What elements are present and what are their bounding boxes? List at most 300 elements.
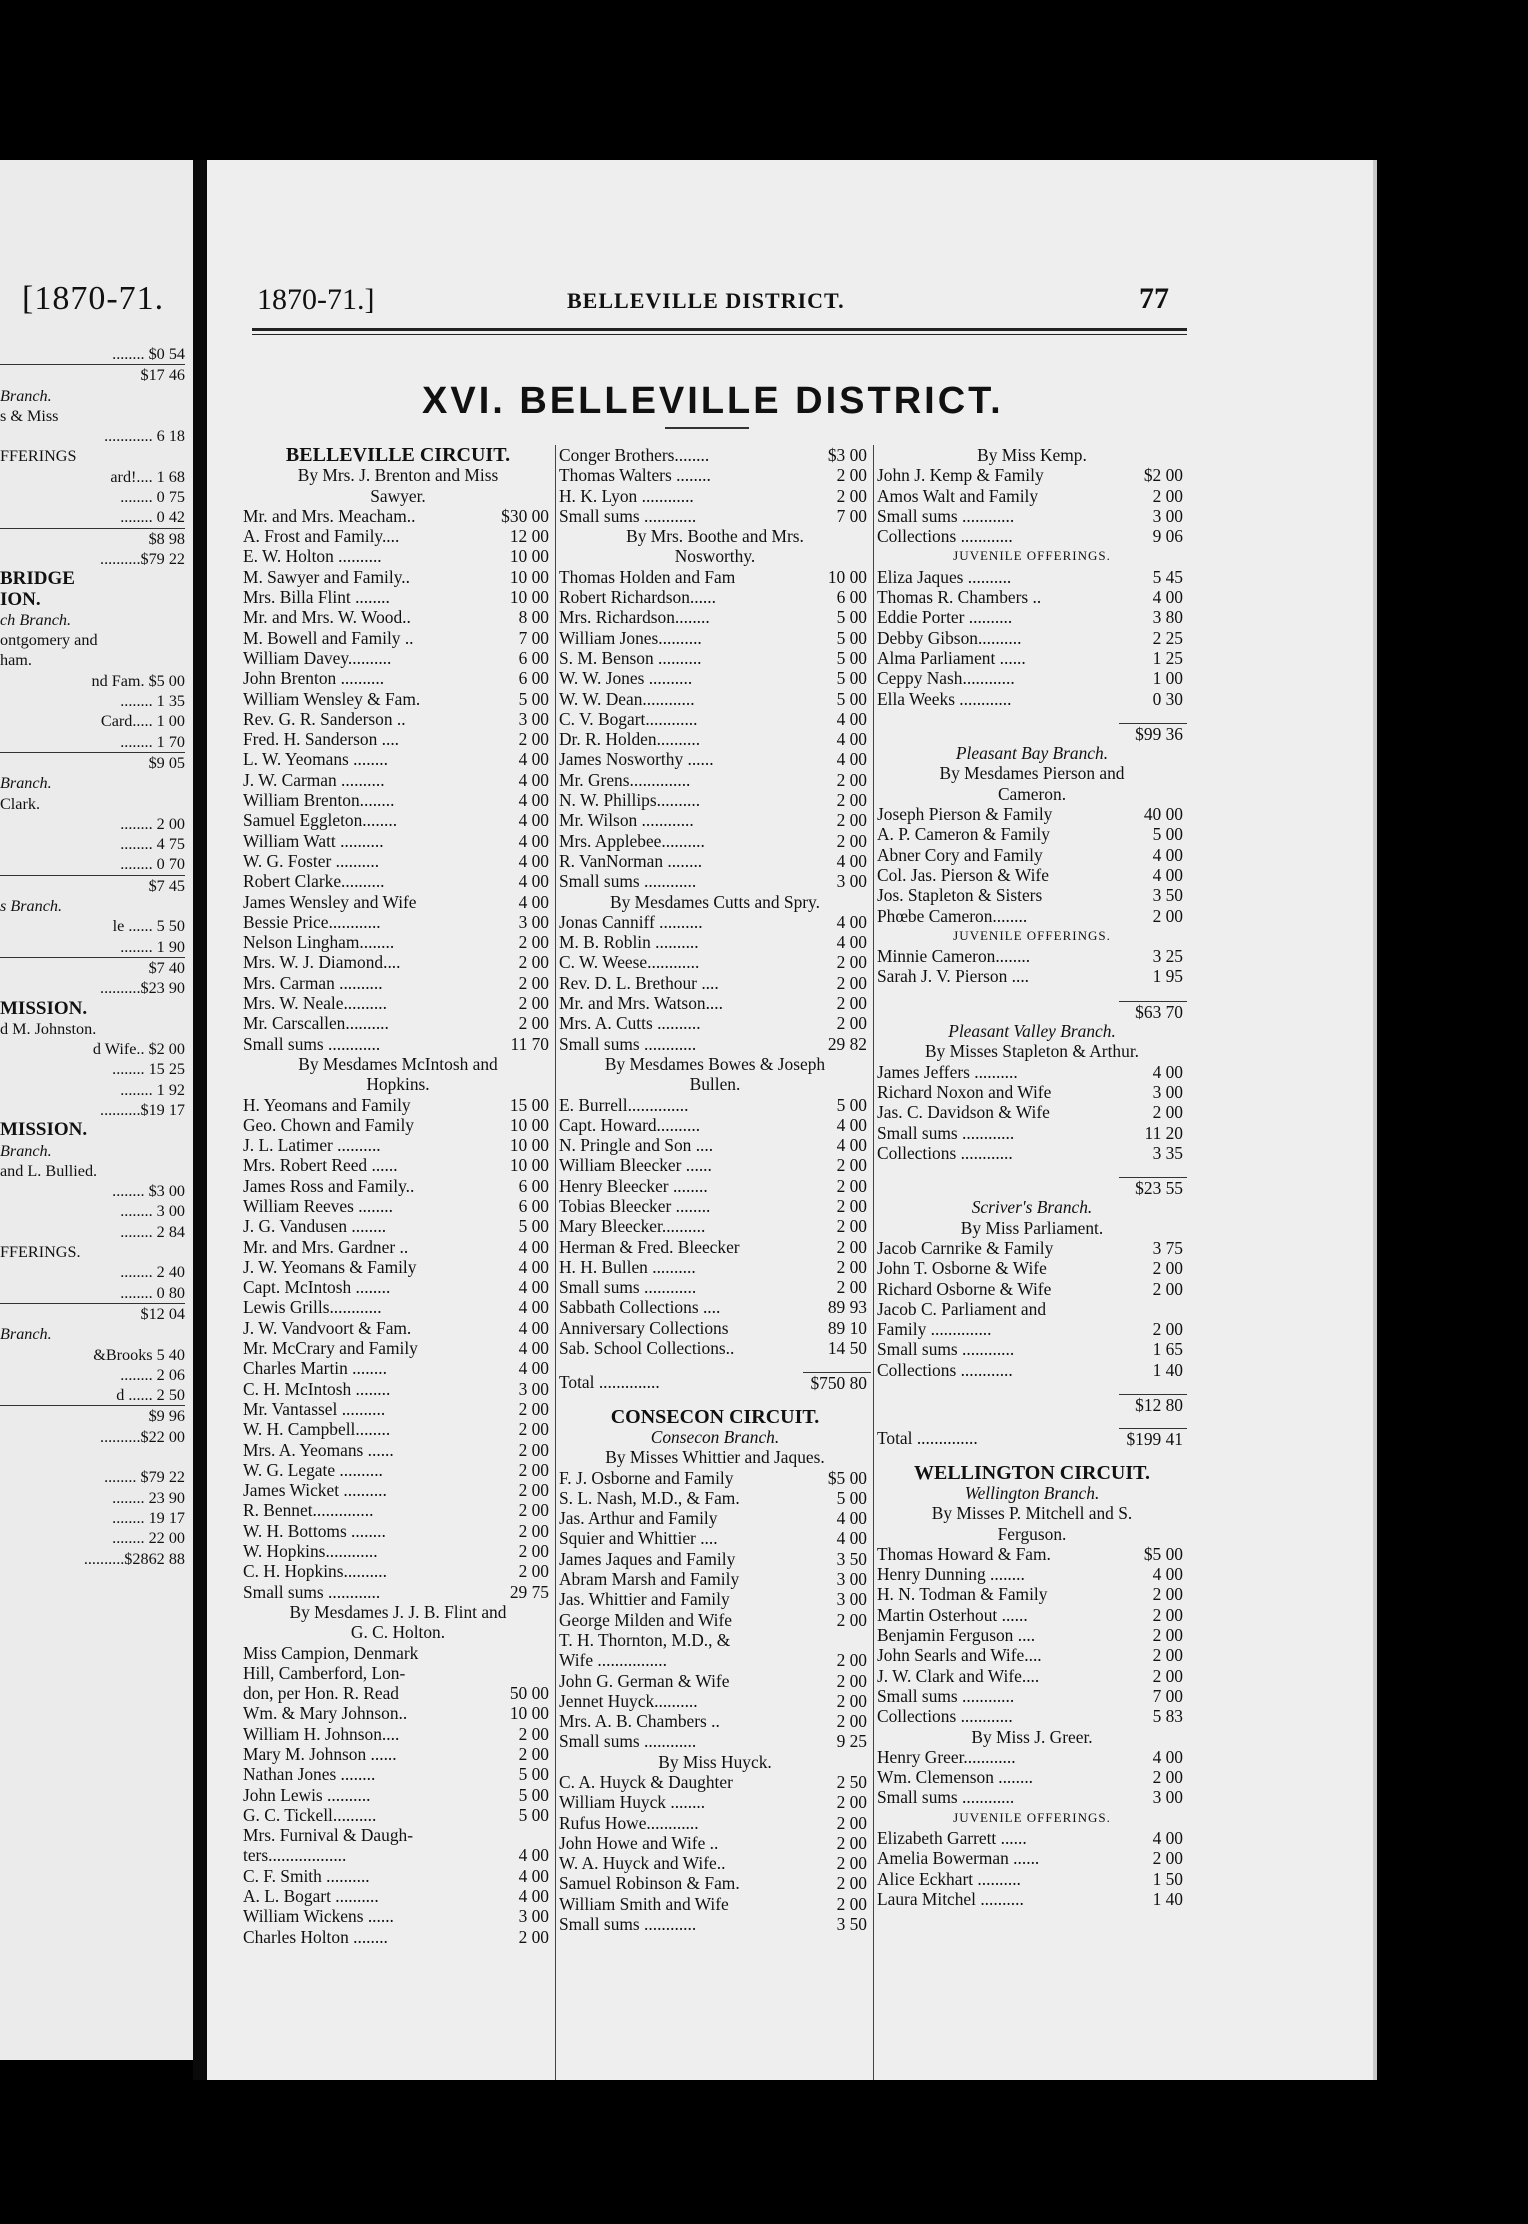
contributor-name: Benjamin Ferguson .... [877, 1625, 1036, 1646]
amount: 7 00 [836, 505, 867, 526]
left-page-line: ........ 3 00 [120, 1202, 185, 1221]
contribution-row [559, 1338, 871, 1358]
header-rule-thin [252, 334, 1187, 335]
contribution-row [559, 749, 871, 769]
total-row [877, 1001, 1187, 1021]
contributor-name: James Wicket .......... [243, 1480, 387, 1501]
contributor-name: James Nosworthy ...... [559, 749, 714, 770]
amount: 5 00 [518, 1764, 549, 1785]
contributor-name: William Wensley & Fam. [243, 688, 421, 709]
left-page-line: $12 04 [0, 1303, 185, 1324]
contributor-name: William Brenton........ [243, 790, 395, 811]
contribution-row [559, 810, 871, 830]
contributor-name: Jas. Arthur and Family [559, 1508, 718, 1529]
contributor-name: C. A. Huyck & Daughter [559, 1772, 733, 1792]
amount: 3 00 [518, 1906, 549, 1927]
contributor-name: Small sums ............ [559, 1914, 697, 1935]
amount: 89 93 [827, 1297, 867, 1318]
amount: 10 00 [509, 1703, 549, 1724]
contribution-row [877, 1299, 1187, 1319]
contributor-name: Small sums ............ [877, 1339, 1015, 1360]
amount: 2 00 [518, 1926, 549, 1947]
contributor-name: Jas. Whittier and Family [559, 1589, 730, 1610]
amount: 2 00 [836, 952, 867, 973]
amount: 4 00 [1152, 864, 1183, 885]
amount: 2 00 [836, 465, 867, 486]
contributor-name: Thomas R. Chambers .. [877, 587, 1042, 608]
contributor-name: Mr. Grens.............. [559, 769, 691, 790]
amount: 2 00 [518, 1561, 549, 1582]
contributor-name: John Searls and Wife.... [877, 1645, 1042, 1666]
amount: $63 70 [1119, 1001, 1187, 1021]
contribution-row [877, 1102, 1187, 1122]
contributor-name: Amos Walt and Family [877, 485, 1039, 506]
left-page-line: ..........$2862 88 [83, 1549, 185, 1568]
amount: 3 00 [1152, 1787, 1183, 1808]
amount [485, 1825, 553, 1845]
contributor-name: W. G. Legate .......... [243, 1459, 383, 1480]
contribution-row [243, 1866, 553, 1886]
contribution-row [243, 932, 553, 952]
amount: 4 00 [518, 1297, 549, 1318]
section-title: XVI. BELLEVILLE DISTRICT. [422, 380, 1004, 422]
contribution-row [559, 1894, 871, 1914]
contribution-row [877, 804, 1187, 824]
contribution-row [559, 445, 871, 465]
left-page-line: ........ 23 90 [112, 1488, 185, 1507]
branch-heading: Consecon Branch. [650, 1426, 780, 1447]
contributor-name: M. Sawyer and Family.. [243, 566, 410, 587]
contributor-name: Richard Noxon and Wife [877, 1081, 1052, 1102]
contribution-row [243, 810, 553, 830]
contribution-row [243, 1399, 553, 1419]
contributor-name: Tobias Bleecker ........ [559, 1195, 711, 1216]
amount: 4 00 [836, 911, 867, 932]
contributor-name: Mr. McCrary and Family [243, 1338, 418, 1359]
contribution-row [877, 1767, 1187, 1787]
contribution-row [243, 1724, 553, 1744]
contribution-row [243, 1500, 553, 1520]
left-page-line: $9 96 [0, 1405, 185, 1426]
amount: 10 00 [509, 566, 549, 587]
left-page-line: ........ 19 17 [112, 1508, 185, 1527]
contribution-row [243, 1764, 553, 1784]
contributor-name [877, 1394, 1119, 1414]
contribution-row [243, 1703, 553, 1723]
amount: 2 00 [836, 485, 867, 506]
contribution-row [559, 1650, 871, 1670]
contributor-name: George Milden and Wife [559, 1609, 732, 1630]
amount: 2 00 [1152, 1604, 1183, 1625]
contribution-row [559, 729, 871, 749]
amount: 3 35 [1152, 1142, 1183, 1163]
contributor-name: Eliza Jaques .......... [877, 566, 1012, 587]
amount: 5 00 [836, 607, 867, 628]
amount: 4 00 [518, 1886, 549, 1907]
contributor-name: William Smith and Wife [559, 1893, 729, 1914]
contributor-name: Mr. and Mrs. Watson.... [559, 993, 723, 1014]
contributor-name: Jas. C. Davidson & Wife [877, 1102, 1050, 1123]
amount: 29 75 [509, 1581, 549, 1602]
contribution-row [877, 865, 1187, 885]
contribution-row [243, 749, 553, 769]
contribution-row [243, 1825, 553, 1845]
amount: 7 00 [518, 627, 549, 648]
amount: 4 00 [1152, 1061, 1183, 1082]
contribution-row [243, 1237, 553, 1257]
contribution-row [243, 526, 553, 546]
contributor-name: J. W. Carman .......... [243, 769, 385, 790]
amount: 2 00 [1152, 1258, 1183, 1279]
contributor-name: Henry Greer............ [877, 1746, 1016, 1767]
contributor-name: don, per Hon. R. Read [243, 1683, 400, 1704]
amount: 1 40 [1152, 1359, 1183, 1380]
left-page-line: ........ 0 42 [120, 508, 185, 527]
spacer [877, 1380, 1187, 1394]
contribution-row [877, 506, 1187, 526]
contributor-name: William Wickens ...... [243, 1906, 394, 1927]
amount: 50 00 [509, 1683, 549, 1704]
contribution-row [243, 1440, 553, 1460]
amount: 5 00 [836, 668, 867, 689]
amount: 4 00 [836, 749, 867, 770]
contributor-name: Alice Eckhart .......... [877, 1868, 1021, 1889]
contribution-row [559, 1549, 871, 1569]
contributor-name: William Reeves ........ [243, 1195, 393, 1216]
amount: 10 00 [509, 1114, 549, 1135]
contribution-row [559, 1610, 871, 1630]
contributor-name: James Ross and Family.. [243, 1175, 415, 1196]
contribution-row [559, 871, 871, 891]
contributor-name: William Watt .......... [243, 830, 384, 851]
contribution-row [877, 1605, 1187, 1625]
contributor-name: Mrs. Robert Reed ...... [243, 1155, 398, 1176]
amount: $12 80 [1119, 1394, 1187, 1414]
collectors-line: By Miss Parliament. [960, 1217, 1104, 1238]
contribution-row [877, 885, 1187, 905]
contributor-name: Small sums ............ [243, 1033, 381, 1054]
amount: 2 00 [836, 1650, 867, 1671]
contribution-row [243, 1115, 553, 1135]
left-page-line: and L. Bullied. [0, 1161, 98, 1180]
contributor-name: R. VanNorman ........ [559, 850, 703, 871]
column-divider [555, 445, 556, 2080]
contribution-row [243, 1358, 553, 1378]
amount: 8 00 [518, 607, 549, 628]
contributor-name: Miss Campion, Denmark [243, 1642, 419, 1663]
amount: 89 10 [827, 1317, 867, 1338]
amount: $199 41 [1119, 1428, 1187, 1448]
contribution-row [243, 689, 553, 709]
contributor-name: Ella Weeks ............ [877, 688, 1012, 709]
amount: 5 00 [836, 688, 867, 709]
amount: 5 00 [836, 1094, 867, 1115]
amount: 4 00 [836, 1114, 867, 1135]
contribution-row [559, 587, 871, 607]
left-page-line: ........ 1 35 [120, 692, 185, 711]
collectors-line: By Mesdames J. J. B. Flint and [289, 1601, 507, 1622]
contributor-name: Mary Bleecker.......... [559, 1216, 706, 1237]
running-head-title: BELLEVILLE DISTRICT. [567, 288, 845, 313]
amount: 4 00 [518, 1277, 549, 1298]
contribution-row [243, 1176, 553, 1196]
contributor-name: Samuel Eggleton........ [243, 810, 398, 831]
contributor-name: Jacob Carnrike & Family [877, 1237, 1054, 1258]
amount: 4 00 [518, 749, 549, 770]
total-row [877, 1428, 1187, 1448]
contribution-row [243, 1663, 553, 1683]
contributor-name: Small sums ............ [559, 1731, 697, 1752]
contributor-name: C. V. Bogart............ [559, 708, 698, 729]
contribution-row [559, 1488, 871, 1508]
amount: 2 00 [836, 830, 867, 851]
contribution-row [559, 506, 871, 526]
contribution-row [877, 587, 1187, 607]
contributor-name: N. W. Phillips.......... [559, 790, 701, 811]
amount: 3 00 [836, 1569, 867, 1590]
amount: 2 00 [836, 1812, 867, 1833]
left-page-line: ........ 0 80 [120, 1283, 185, 1302]
amount: 7 00 [1152, 1685, 1183, 1706]
amount: 6 00 [836, 587, 867, 608]
contribution-row [243, 1886, 553, 1906]
amount: 4 00 [836, 932, 867, 953]
contribution-row [877, 1848, 1187, 1868]
contributor-name: Collections ............ [877, 1706, 1013, 1727]
amount: 5 00 [836, 627, 867, 648]
contributor-name: Henry Dunning ........ [877, 1564, 1025, 1585]
contribution-row [877, 1706, 1187, 1726]
contributor-name: M. B. Roblin .......... [559, 932, 699, 953]
contribution-row [243, 668, 553, 688]
left-page-line: ........ 1 92 [120, 1080, 185, 1099]
contribution-row [559, 1155, 871, 1175]
contributor-name: Capt. McIntosh ........ [243, 1277, 391, 1298]
contributor-name: Collections ............ [877, 1359, 1013, 1380]
left-page-line: ........ 2 40 [120, 1263, 185, 1282]
contributor-name: Mr. Carscallen.......... [243, 1013, 389, 1034]
contribution-row [559, 1873, 871, 1893]
contributor-name: G. C. Tickell.......... [243, 1804, 377, 1825]
contribution-row [243, 993, 553, 1013]
amount: 2 00 [518, 1723, 549, 1744]
amount: 2 50 [836, 1772, 867, 1792]
contribution-row [559, 1216, 871, 1236]
amount: 2 00 [518, 993, 549, 1014]
contribution-row [559, 1468, 871, 1488]
contributor-name: Samuel Robinson & Fam. [559, 1873, 740, 1894]
left-page-line: Branch. [0, 1141, 52, 1160]
contributor-name: Jacob C. Parliament and [877, 1298, 1047, 1319]
contributor-name: James Jeffers .......... [877, 1061, 1018, 1082]
amount: 4 00 [518, 891, 549, 912]
contribution-row [559, 648, 871, 668]
contributor-name: Joseph Pierson & Family [877, 804, 1053, 825]
contributor-name: Elizabeth Garrett ...... [877, 1828, 1027, 1848]
contributor-name: A. Frost and Family.... [243, 526, 400, 547]
contributor-name: Lewis Grills............ [243, 1297, 382, 1318]
contribution-row [559, 993, 871, 1013]
contribution-row [559, 831, 871, 851]
contribution-row [559, 973, 871, 993]
amount: 2 00 [836, 1216, 867, 1237]
collectors-line: Hopkins. [366, 1074, 430, 1095]
amount: 9 06 [1152, 526, 1183, 547]
contributor-name: Robert Richardson...... [559, 587, 716, 608]
contribution-row [559, 709, 871, 729]
left-page-line: Clark. [0, 794, 41, 813]
contributor-name: F. J. Osborne and Family [559, 1467, 734, 1488]
amount: $23 55 [1119, 1177, 1187, 1197]
contributor-name: Sab. School Collections.. [559, 1338, 735, 1359]
contributor-name: Mary M. Johnson ...... [243, 1744, 397, 1764]
contributor-name: Small sums ............ [877, 505, 1015, 526]
amount: $2 00 [1143, 465, 1183, 486]
contribution-row [243, 546, 553, 566]
contributor-name: Conger Brothers........ [559, 445, 710, 465]
contribution-row [559, 465, 871, 485]
contribution-row [877, 526, 1187, 546]
contributor-name: A. L. Bogart .......... [243, 1886, 379, 1907]
amount: 10 00 [509, 546, 549, 567]
contributor-name: Small sums ............ [559, 505, 697, 526]
amount: 3 25 [1152, 946, 1183, 967]
contributor-name: Family .............. [877, 1319, 992, 1340]
contribution-row [559, 851, 871, 871]
left-page-line: ch Branch. [0, 610, 72, 629]
left-page-line: ........ 1 70 [120, 732, 185, 751]
amount: 2 00 [1152, 1665, 1183, 1686]
left-page-line: ........ 2 06 [120, 1365, 185, 1384]
spacer [877, 709, 1187, 723]
spacer [877, 1449, 1187, 1463]
contributor-name [877, 1001, 1119, 1021]
amount: 4 00 [518, 810, 549, 831]
contributor-name: William Bleecker ...... [559, 1155, 712, 1176]
contributor-name: J. W. Clark and Wife.... [877, 1665, 1040, 1686]
contribution-row [559, 1691, 871, 1711]
collectors-line: By Mesdames McIntosh and [298, 1053, 498, 1074]
contribution-row [877, 1645, 1187, 1665]
contributor-name: C. H. Hopkins.......... [243, 1561, 387, 1582]
total-row [559, 1372, 871, 1392]
contributor-name: W. Hopkins............ [243, 1541, 378, 1562]
amount: 15 00 [509, 1094, 549, 1115]
amount: 0 30 [1152, 688, 1183, 709]
contributor-name: Mrs. Richardson........ [559, 607, 710, 628]
left-page-line: ........ 0 70 [120, 855, 185, 874]
contribution-row [559, 628, 871, 648]
amount: 4 00 [836, 1135, 867, 1156]
contribution-row [877, 1889, 1187, 1909]
left-page-lines [0, 344, 185, 1569]
amount: 3 50 [1152, 885, 1183, 906]
left-page-line: ........ $0 54 [112, 345, 185, 363]
contribution-row [243, 1521, 553, 1541]
contributor-name: Mrs. Applebee.......... [559, 830, 705, 851]
contribution-row [243, 628, 553, 648]
contribution-row [877, 946, 1187, 966]
amount: 40 00 [1143, 804, 1183, 825]
left-page-line: ........ $3 00 [112, 1182, 185, 1201]
collectors-line: Nosworthy. [674, 546, 756, 567]
left-page-line: Branch. [0, 774, 52, 793]
contributor-name: Mrs. W. J. Diamond.... [243, 952, 401, 973]
contribution-row [877, 1686, 1187, 1706]
amount: 2 00 [1152, 1767, 1183, 1788]
left-page-line: BRIDGE [0, 569, 75, 590]
contribution-row [877, 1238, 1187, 1258]
amount: 3 75 [1152, 1237, 1183, 1258]
contribution-row [243, 892, 553, 912]
amount: 3 00 [836, 1589, 867, 1610]
subsection-heading: JUVENILE OFFERINGS. [953, 548, 1111, 564]
collectors-line: By Mesdames Pierson and [939, 763, 1125, 784]
contribution-row [243, 1257, 553, 1277]
contribution-row [559, 1176, 871, 1196]
total-row [877, 1177, 1187, 1197]
contribution-row [559, 1711, 871, 1731]
left-page-line: ard!.... 1 68 [110, 467, 185, 486]
left-page-line [0, 1447, 185, 1467]
contribution-row [877, 1584, 1187, 1604]
contributor-name: W. W. Jones .......... [559, 668, 693, 689]
contribution-row [243, 952, 553, 972]
contribution-row [559, 1297, 871, 1317]
branch-heading: Scriver's Branch. [971, 1197, 1093, 1218]
amount: 4 00 [518, 1256, 549, 1277]
contribution-row [877, 1123, 1187, 1143]
collectors-line: Ferguson. [997, 1523, 1067, 1544]
amount: 10 00 [827, 566, 867, 587]
contributor-name: Sabbath Collections .... [559, 1297, 721, 1318]
contributor-name: Small sums ............ [877, 1122, 1015, 1143]
contribution-row [877, 648, 1187, 668]
contribution-row [243, 1155, 553, 1175]
contribution-row [243, 831, 553, 851]
column-3 [877, 445, 1187, 1909]
amount: 5 00 [518, 688, 549, 709]
spacer [559, 1393, 871, 1407]
left-page-line: $8 98 [0, 528, 185, 549]
contributor-name: John G. German & Wife [559, 1670, 730, 1691]
amount: 3 00 [1152, 505, 1183, 526]
contribution-row [243, 1460, 553, 1480]
amount: $3 00 [827, 445, 867, 465]
left-page-line: $7 40 [0, 957, 185, 978]
contribution-row [559, 1013, 871, 1033]
spacer [559, 1358, 871, 1372]
contributor-name: Charles Holton ........ [243, 1926, 388, 1947]
left-page-line: ............ 6 18 [104, 427, 185, 446]
contribution-row [243, 1480, 553, 1500]
contributor-name: Alma Parliament ...... [877, 647, 1026, 668]
contribution-row [877, 1258, 1187, 1278]
amount: 4 00 [1152, 587, 1183, 608]
contributor-name: A. P. Cameron & Family [877, 824, 1050, 845]
amount: $5 00 [1143, 1543, 1183, 1564]
contribution-row [243, 1582, 553, 1602]
contribution-row [877, 689, 1187, 709]
contributor-name: W. W. Dean............ [559, 688, 695, 709]
contribution-row [559, 1508, 871, 1528]
contributor-name: Fred. H. Sanderson .... [243, 729, 400, 750]
amount: 2 00 [836, 1670, 867, 1691]
left-page-line: ..........$79 22 [100, 549, 185, 568]
contributor-name: C. H. McIntosh ........ [243, 1378, 391, 1399]
contributor-name: Geo. Chown and Family [243, 1114, 414, 1135]
contributor-name: N. Pringle and Son .... [559, 1135, 714, 1156]
